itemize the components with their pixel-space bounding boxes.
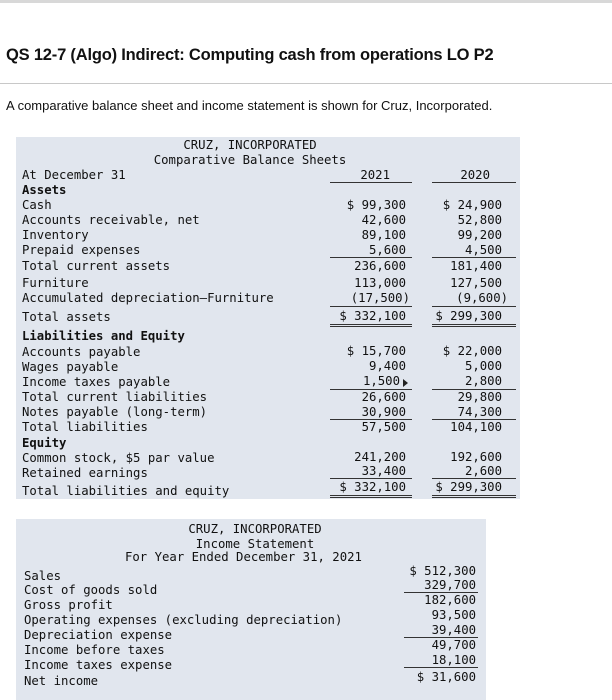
total-double-rule bbox=[432, 495, 516, 498]
top-border bbox=[0, 0, 612, 3]
is-row-value: $ 31,600 bbox=[416, 670, 476, 684]
bs-row-2021: 57,500 bbox=[361, 420, 406, 434]
is-row-value: 39,400 bbox=[431, 623, 476, 637]
bs-col-2021: 2021 bbox=[360, 168, 390, 182]
bs-row-2020: 74,300 bbox=[457, 405, 502, 419]
bs-row-2020: $ 299,300 bbox=[435, 480, 502, 494]
is-row-label: Gross profit bbox=[24, 598, 113, 612]
bs-statement-name: Comparative Balance Sheets bbox=[153, 153, 347, 167]
subtotal-rule bbox=[432, 257, 516, 258]
bs-company-name: CRUZ, INCORPORATED bbox=[183, 138, 317, 152]
bs-equity-heading: Equity bbox=[22, 436, 67, 450]
subtotal-rule bbox=[404, 667, 478, 668]
subtotal-rule bbox=[432, 306, 516, 307]
bs-row-2020: 2,800 bbox=[464, 374, 502, 388]
title-divider bbox=[0, 83, 612, 84]
is-row-label: Income taxes expense bbox=[24, 658, 173, 672]
bs-row-2021: $ 99,300 bbox=[346, 198, 406, 212]
bs-row-label: Cash bbox=[22, 198, 52, 212]
total-double-rule bbox=[330, 495, 412, 498]
bs-row-label: Total liabilities and equity bbox=[22, 484, 230, 498]
is-row-value: 93,500 bbox=[431, 608, 476, 622]
bs-row-2021: 89,100 bbox=[361, 228, 406, 242]
is-row-value: 329,700 bbox=[424, 578, 476, 592]
is-row-value: $ 512,300 bbox=[409, 564, 476, 578]
subtotal-rule bbox=[330, 478, 412, 479]
is-row-label: Sales bbox=[24, 569, 62, 583]
mouse-cursor-icon bbox=[402, 375, 408, 390]
bs-row-2020: 99,200 bbox=[457, 228, 502, 242]
bs-row-label: Accounts receivable, net bbox=[22, 213, 200, 227]
is-row-label: Depreciation expense bbox=[24, 628, 173, 642]
subtotal-rule bbox=[330, 306, 412, 307]
is-row-value: 18,100 bbox=[431, 653, 476, 667]
is-row-value: 49,700 bbox=[431, 638, 476, 652]
bs-row-label: Prepaid expenses bbox=[22, 243, 141, 257]
bs-row-2021: $ 332,100 bbox=[339, 309, 406, 323]
bs-row-2020: 5,000 bbox=[464, 359, 502, 373]
bs-col-2021-underline bbox=[330, 182, 412, 183]
bs-row-2020: (9,600) bbox=[456, 291, 508, 305]
bs-row-label: Retained earnings bbox=[22, 466, 148, 480]
bs-row-2020: $ 22,000 bbox=[442, 344, 502, 358]
is-row-value: 182,600 bbox=[424, 593, 476, 607]
problem-description: A comparative balance sheet and income statement is shown for Cruz, Incorporated. bbox=[6, 98, 493, 113]
bs-row-2020: $ 24,900 bbox=[442, 198, 502, 212]
bs-row-2020: 181,400 bbox=[450, 259, 502, 273]
is-period: For Year Ended December 31, 2021 bbox=[125, 550, 362, 564]
bs-row-label: Notes payable (long-term) bbox=[22, 405, 208, 419]
total-double-rule bbox=[432, 324, 516, 327]
total-double-rule bbox=[330, 324, 412, 327]
bs-row-label: Total liabilities bbox=[22, 420, 148, 434]
bs-row-2021: (17,500) bbox=[350, 291, 410, 305]
is-row-label: Cost of goods sold bbox=[24, 583, 158, 597]
bs-row-2020: 4,500 bbox=[464, 243, 502, 257]
bs-row-2021: 241,200 bbox=[354, 450, 406, 464]
bs-row-label: Total current assets bbox=[22, 259, 171, 273]
bs-row-label: Common stock, $5 par value bbox=[22, 451, 215, 465]
bs-row-2020: 127,500 bbox=[450, 276, 502, 290]
bs-period-label: At December 31 bbox=[22, 168, 126, 182]
subtotal-rule bbox=[432, 478, 516, 479]
bs-row-label: Furniture bbox=[22, 276, 89, 290]
bs-row-label: Wages payable bbox=[22, 360, 119, 374]
bs-row-2021: $ 332,100 bbox=[339, 480, 406, 494]
bs-col-2020-underline bbox=[432, 182, 516, 183]
page-title: QS 12-7 (Algo) Indirect: Computing cash from operations LO P2 bbox=[6, 46, 494, 64]
bs-row-label: Total current liabilities bbox=[22, 390, 208, 404]
is-row-label: Net income bbox=[24, 674, 99, 688]
bs-row-2021: 236,600 bbox=[354, 259, 406, 273]
bs-row-2020: 52,800 bbox=[457, 213, 502, 227]
is-statement-name: Income Statement bbox=[195, 537, 315, 551]
bs-row-2021: $ 15,700 bbox=[346, 344, 406, 358]
bs-row-2020: 104,100 bbox=[450, 420, 502, 434]
bs-row-label: Inventory bbox=[22, 228, 89, 242]
bs-row-2021: 42,600 bbox=[361, 213, 406, 227]
bs-row-2021: 5,600 bbox=[368, 243, 406, 257]
is-row-label: Operating expenses (excluding depreciation) bbox=[24, 613, 343, 627]
bs-row-label: Income taxes payable bbox=[22, 375, 171, 389]
subtotal-rule bbox=[330, 257, 412, 258]
is-company-name: CRUZ, INCORPORATED bbox=[188, 522, 322, 536]
bs-assets-heading: Assets bbox=[22, 183, 67, 197]
bs-liabilities-heading: Liabilities and Equity bbox=[22, 329, 185, 343]
bs-row-label: Accumulated depreciation—Furniture bbox=[22, 291, 274, 305]
bs-row-2020: 192,600 bbox=[450, 450, 502, 464]
is-row-label: Income before taxes bbox=[24, 643, 165, 657]
bs-row-2021: 26,600 bbox=[361, 390, 406, 404]
bs-row-2021: 33,400 bbox=[361, 464, 406, 478]
bs-row-2020: 29,800 bbox=[457, 390, 502, 404]
bs-row-2021: 1,500 bbox=[362, 374, 400, 388]
bs-row-2020: $ 299,300 bbox=[435, 309, 502, 323]
bs-row-label: Accounts payable bbox=[22, 345, 141, 359]
bs-row-2021: 30,900 bbox=[361, 405, 406, 419]
bs-col-2020: 2020 bbox=[460, 168, 490, 182]
bs-row-label: Total assets bbox=[22, 310, 111, 324]
bs-row-2021: 9,400 bbox=[368, 359, 406, 373]
bs-row-2021: 113,000 bbox=[354, 276, 406, 290]
bs-row-2020: 2,600 bbox=[464, 464, 502, 478]
